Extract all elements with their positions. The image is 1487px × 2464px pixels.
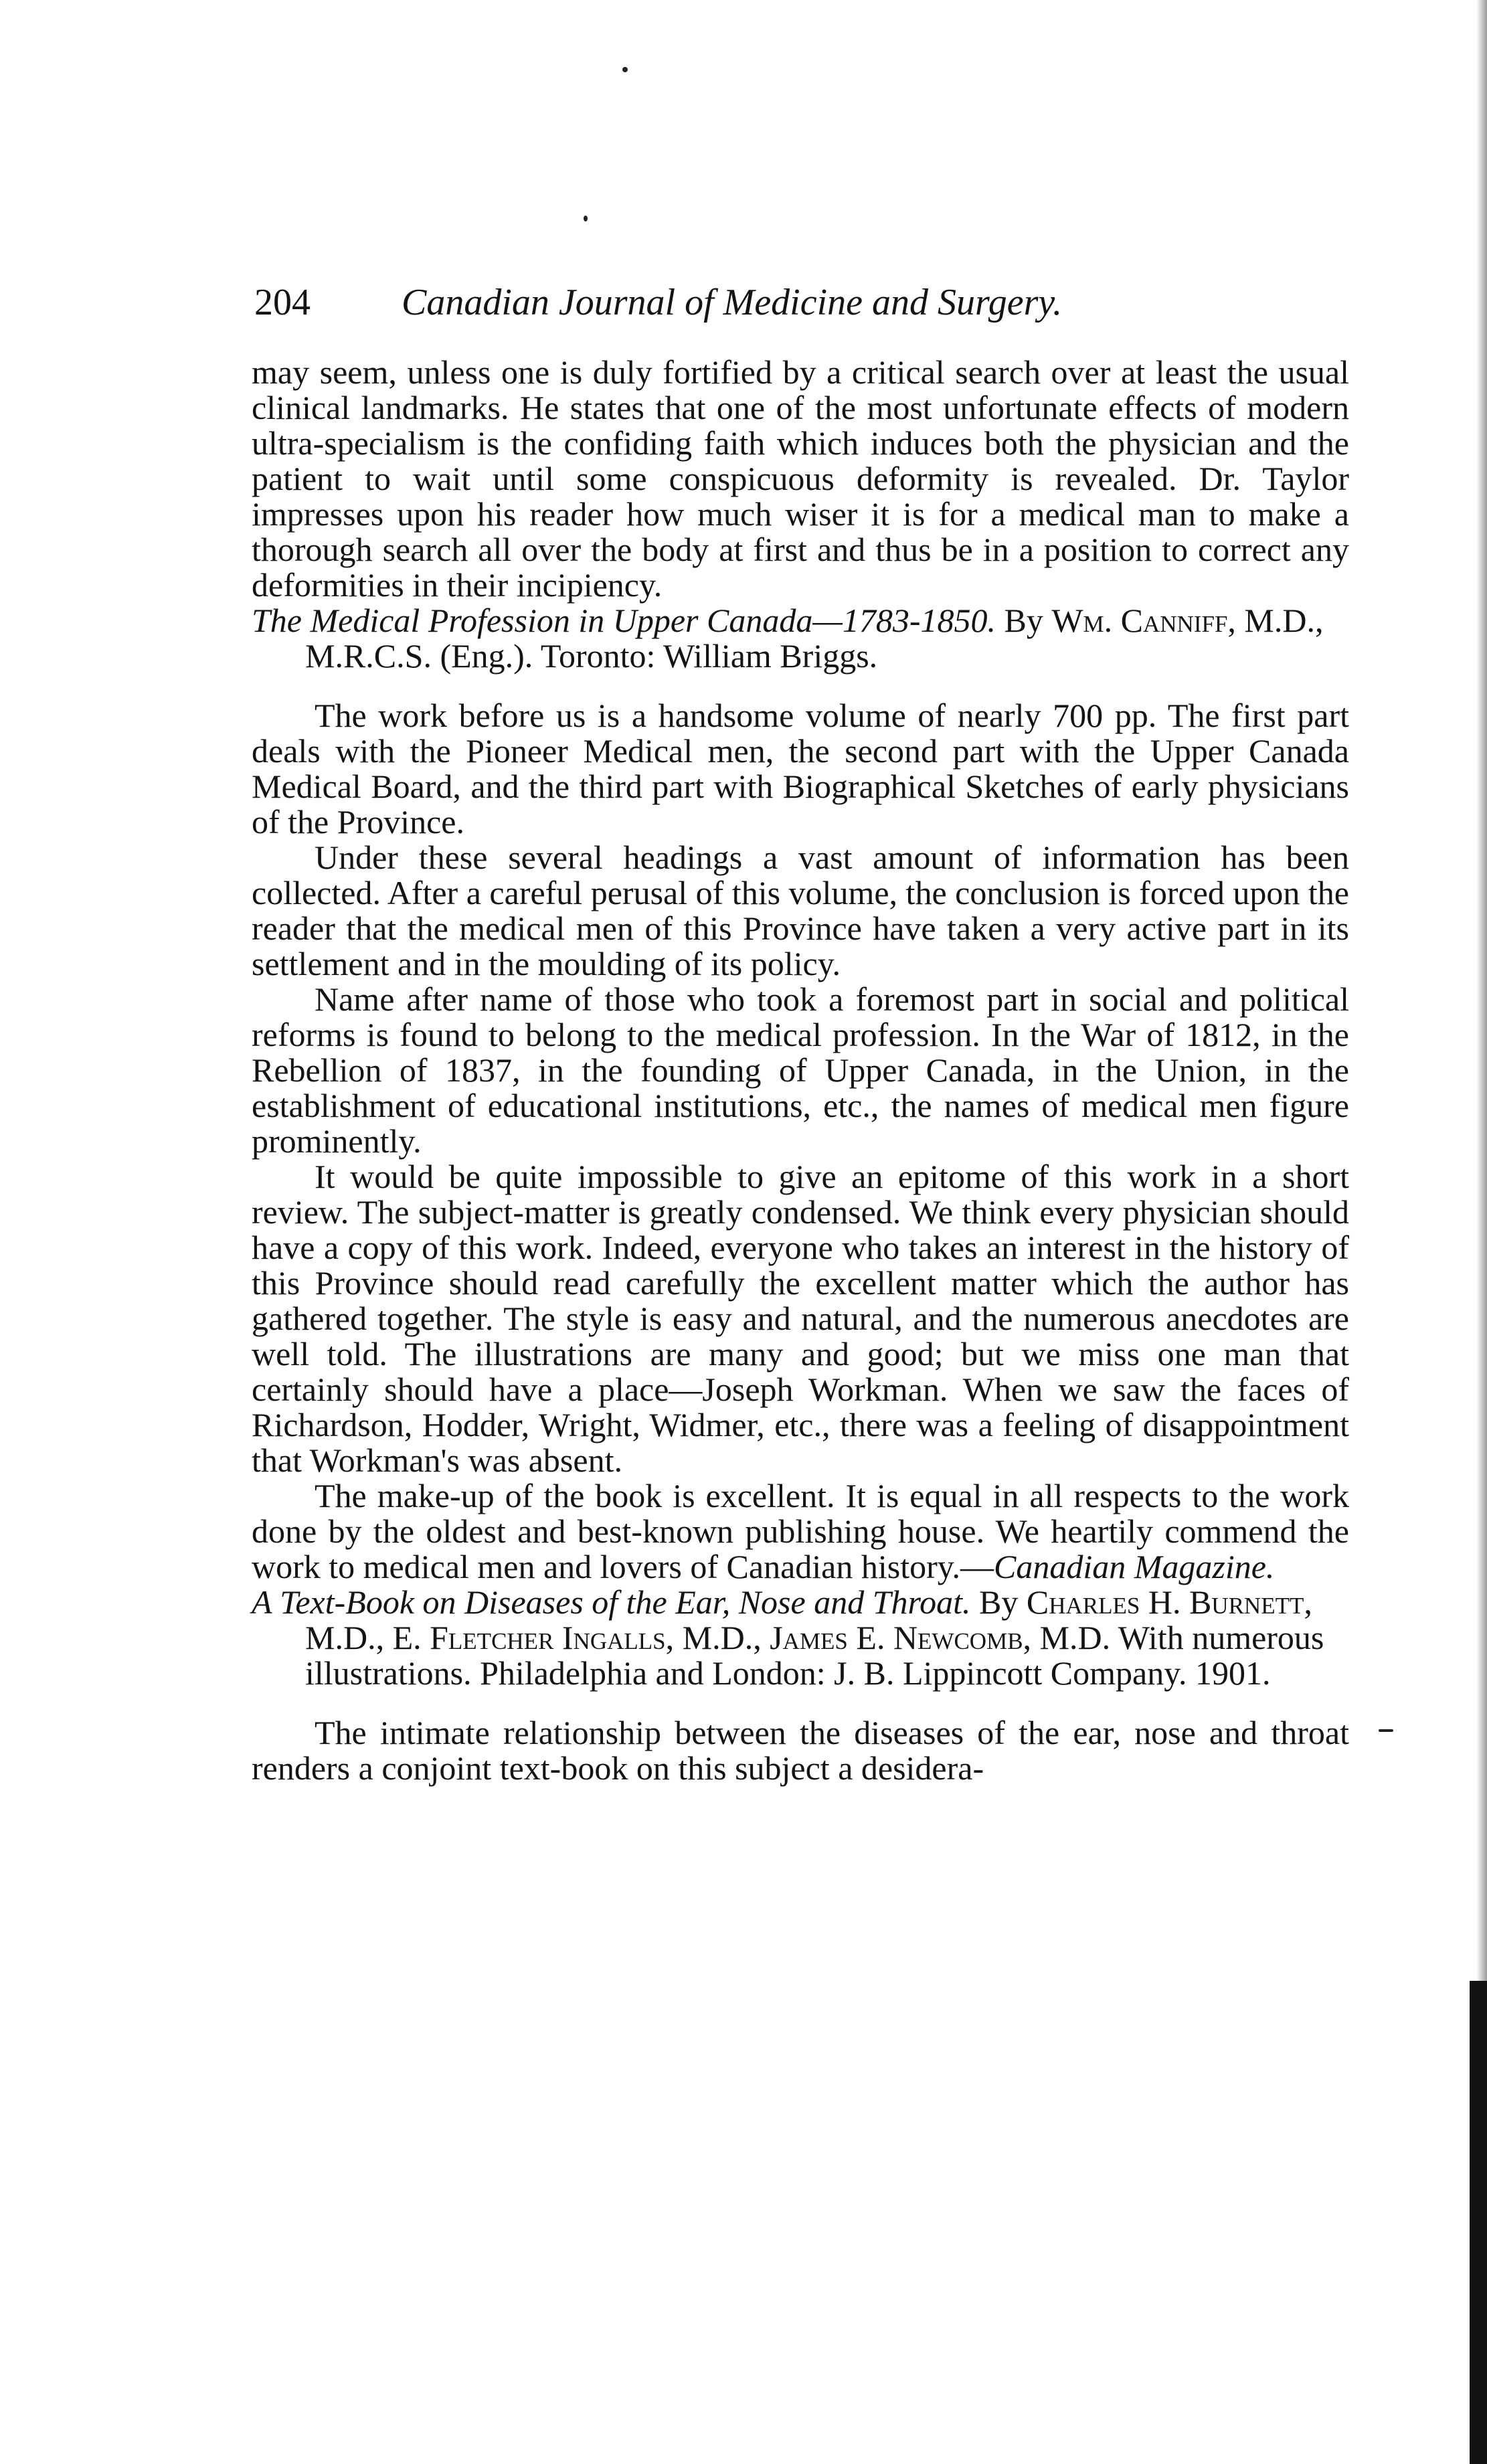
scan-edge-shadow [1470, 1981, 1487, 2464]
book-author: E. Fletcher Ingalls, [392, 1619, 675, 1656]
review-heading-ear-nose-throat [252, 1585, 1349, 1691]
book-details: M.D., M.R.C.S. (Eng.). Toronto: William Briggs. [305, 602, 1324, 675]
book-title: The Medical Profession in Upper Canada—1783-1850. [252, 602, 996, 639]
scan-speck [584, 215, 588, 222]
review-paragraph [252, 1478, 1349, 1585]
review-paragraph: Name after name of those who took a foremost part in social and political reforms is found to belong to the medical profession. In the War of 1812, in the Rebellion of 1837, in the founding of Upper Canada, in the Union, in the establishment of educational institutions, etc., the names of medical men figure prominently. [252, 980, 1349, 1160]
review-paragraph: Under these several headings a vast amount of information has been collected. After a careful perusal of this volume, the conclusion is forced upon the reader that the medical men of this Province have taken a very active part in its settlement and in the moulding of its policy. [252, 839, 1349, 982]
intro-paragraph: may seem, unless one is duly fortified by a critical search over at least the usual clinical landmarks. He states that one of the most unfortunate effects of modern ultra-specialism is the confiding faith which induces both the physician and the patient to wait until some conspicuous deformity is revealed. Dr. Taylor impresses upon his reader how much wiser it is for a medical man to make a thorough search all over the body at first and thus be in a position to correct any deformities in their incipiency. [252, 353, 1349, 604]
book-details: M.D. With numerous illustrations. Philadelphia and London: J. B. Lippincott Company. 1901. [305, 1619, 1324, 1692]
review-paragraph: The work before us is a handsome volume of nearly 700 pp. The first part deals with the Pioneer Medical men, the second part with the Upper Canada Medical Board, and the third part with Biographical Sketches of early physicians of the Province. [252, 697, 1349, 841]
book-title: A Text-Book on Diseases of the Ear, Nose and Throat. [252, 1583, 971, 1621]
page-number: 204 [254, 282, 311, 323]
by-word: By [995, 602, 1052, 639]
review-source: Canadian Magazine. [993, 1548, 1275, 1585]
review-paragraph: It would be quite impossible to give an epitome of this work in a short review. The subject-matter is greatly condensed. We think every physician should have a copy of this work. Indeed, everyone who takes an interest in the history of this Province should read carefully the excellent matter which the author has gathered together. The style is easy and natural, and the numerous anecdotes are well told. The illustrations are many and good; but we miss one man that certainly should have a place—Joseph Workman. When we saw the faces of Richardson, Hodder, Wright, Widmer, etc., there was a feeling of disappointment that Workman's was absent. [252, 1158, 1349, 1479]
scan-speck [1379, 1729, 1393, 1732]
book-author: Charles H. Burnett, [1026, 1583, 1312, 1621]
author-degree: M.D., [674, 1619, 770, 1656]
running-head: Canadian Journal of Medicine and Surgery. [402, 282, 1063, 323]
review-body-medical-profession [252, 698, 1349, 1585]
review-paragraph: The intimate relationship between the diseases of the ear, nose and throat renders a conjoint text-book on this subject a desidera- [252, 1714, 1349, 1787]
scan-speck [622, 67, 628, 72]
book-author: James E. Newcomb, [770, 1619, 1032, 1656]
book-author: Wm. Canniff, [1051, 602, 1236, 639]
review-heading-medical-profession [252, 603, 1349, 674]
review-body-ear-nose-throat [252, 1715, 1349, 1786]
by-word: By [970, 1583, 1027, 1621]
review-paragraph-text: The make-up of the book is excellent. It is equal in all respects to the work done by the oldest and best-known publishing house. We heartily commend the work to medical men and lovers of Canadian history.— [252, 1477, 1349, 1585]
page-body [252, 355, 1349, 1786]
author-degree: M.D., [305, 1619, 393, 1656]
page-header [254, 276, 1218, 329]
